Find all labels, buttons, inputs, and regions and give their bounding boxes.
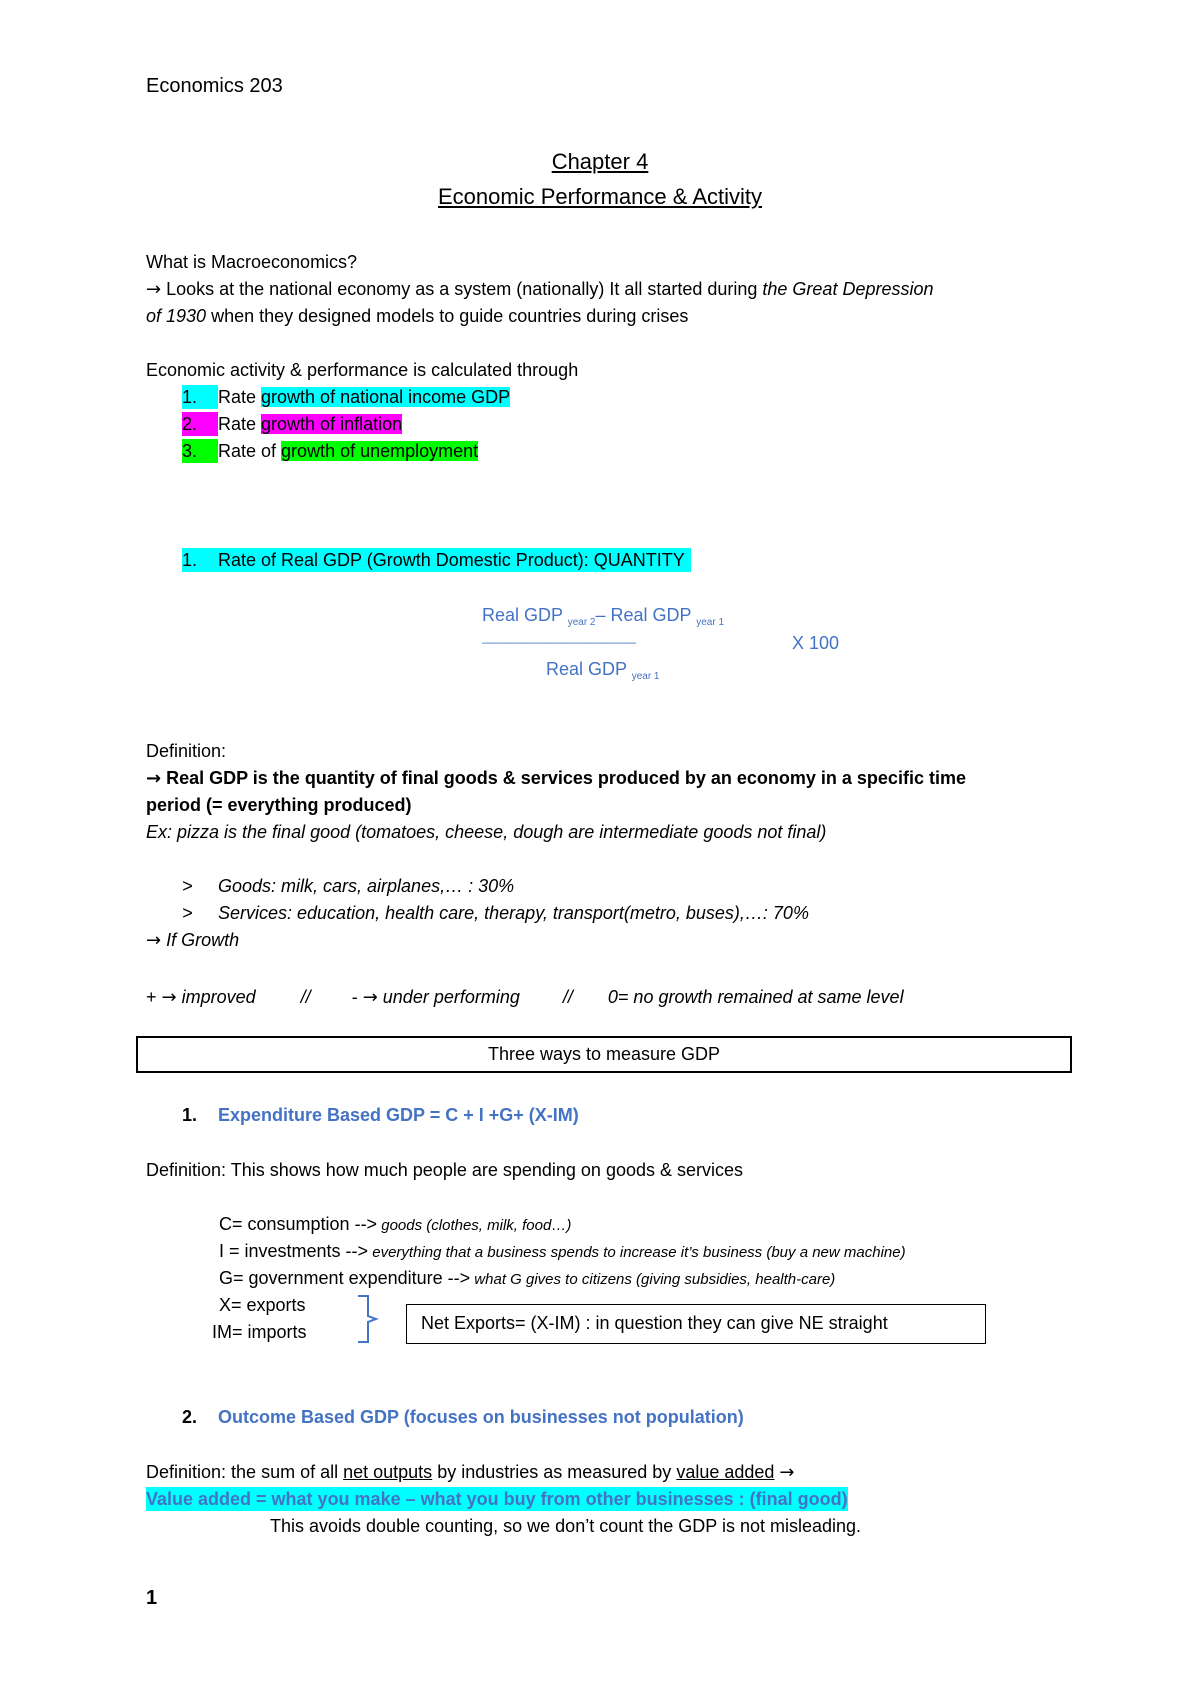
calc-item-2-prefix: Rate (218, 414, 262, 434)
component-im: IM= imports (212, 1322, 307, 1342)
calc-item-1-num: 1. (182, 385, 218, 409)
component-g-label: G= government expenditure --> (219, 1268, 471, 1288)
separator: // (562, 987, 573, 1007)
method1-def-label: Definition: (146, 1160, 227, 1180)
intro-line-2 (146, 304, 688, 328)
net-outputs-text: net outputs (343, 1462, 433, 1482)
method2-heading (182, 1405, 744, 1429)
definition-line-1 (146, 766, 966, 791)
brace-icon (356, 1294, 382, 1344)
formula-num-a: Real GDP (482, 605, 568, 625)
definition-text-1: Real GDP is the quantity of final goods & services produced by an economy in a specific time (161, 768, 966, 788)
method2-heading-text: Outcome Based GDP (focuses on businesses not population) (218, 1407, 744, 1427)
formula-den: Real GDP (546, 659, 632, 679)
bullet-goods (182, 874, 514, 898)
method2-def-b: by industries as measured by (432, 1462, 677, 1482)
course-header: Economics 203 (146, 75, 283, 97)
method2-definition (146, 1460, 795, 1485)
component-i (219, 1239, 906, 1265)
under-performing-text: under performing (377, 987, 520, 1007)
component-g (219, 1266, 835, 1292)
formula-rule: ––––––––––––––––––––––––––– (482, 635, 636, 649)
component-c-label: C= consumption --> (219, 1214, 378, 1234)
double-counting-note: This avoids double counting, so we don’t count the GDP is not misleading. (270, 1516, 862, 1536)
method1-heading-text: Expenditure Based GDP = C + I +G+ (X-IM) (218, 1105, 579, 1125)
formula-minus: – Real GDP (595, 605, 697, 625)
calc-item-3-num: 3. (182, 439, 218, 463)
bullet-marker: > (182, 876, 193, 896)
growth-legend-line (146, 985, 904, 1010)
value-added-formula: Value added = what you make – what you buy from other businesses : (final good) (146, 1489, 848, 1509)
formula-sub-a: year 2 (567, 617, 596, 628)
arrow-right-icon: → (146, 768, 162, 789)
arrow-right-icon: → (161, 987, 177, 1008)
calc-item-1-prefix: Rate (218, 387, 262, 407)
formula-denominator (546, 657, 660, 689)
calc-item-2 (182, 412, 402, 436)
page-number: 1 (146, 1587, 158, 1609)
formula-times: X 100 (792, 633, 840, 653)
method1-def-text: This shows how much people are spending on goods & services (226, 1160, 744, 1180)
bullet-marker: > (182, 903, 193, 923)
component-c-note: goods (clothes, milk, food…) (377, 1217, 572, 1234)
intro-italic-a: the Great Depression (762, 279, 934, 299)
calc-item-2-highlight: growth of inflation (261, 414, 403, 434)
section1-num: 1. (182, 550, 198, 570)
definition-line-2: period (= everything produced) (146, 795, 412, 815)
net-exports-text: Net Exports= (X-IM) : in question they can give NE straight (421, 1313, 888, 1333)
measure-gdp-title: Three ways to measure GDP (487, 1044, 721, 1064)
method2-num: 2. (182, 1407, 198, 1427)
calc-item-2-num: 2. (182, 412, 218, 436)
value-added-text: value added (676, 1462, 775, 1482)
component-g-note: what G gives to citizens (giving subsidies, health-care) (470, 1271, 836, 1288)
component-c (219, 1212, 571, 1238)
calc-item-3 (182, 439, 478, 463)
calc-item-1-highlight: growth of national income GDP (261, 387, 511, 407)
method1-num: 1. (182, 1105, 198, 1125)
intro-italic-b: of 1930 (146, 306, 207, 326)
component-x: X= exports (219, 1295, 306, 1315)
net-exports-box (406, 1304, 986, 1344)
chapter-subtitle-text: Economic Performance & Activity (437, 184, 762, 209)
measure-gdp-box (136, 1036, 1072, 1073)
bullet-services (182, 901, 809, 925)
chapter-subtitle (0, 185, 1200, 209)
method2-def-label: Definition: (146, 1462, 227, 1482)
if-growth-text: If Growth (161, 930, 240, 950)
arrow-right-icon: → (146, 930, 162, 951)
arrow-right-icon: → (362, 987, 378, 1008)
intro-text-b: when they designed models to guide countries during crises (206, 306, 689, 326)
formula-sub-c: year 1 (631, 671, 660, 682)
definition-label: Definition: (146, 741, 227, 761)
formula-sub-b: year 1 (696, 617, 725, 628)
arrow-right-icon: → (146, 279, 162, 300)
separator: // (300, 987, 311, 1007)
component-i-note: everything that a business spends to increase it’s business (buy a new machine) (368, 1244, 906, 1261)
method2-def-a: the sum of all (226, 1462, 344, 1482)
intro-question: What is Macroeconomics? (146, 252, 358, 272)
chapter-title: Chapter 4 (551, 149, 649, 174)
improved-text: improved (176, 987, 256, 1007)
calc-item-3-highlight: growth of unemployment (281, 441, 479, 461)
zero-growth-text: 0= no growth remained at same level (607, 987, 904, 1007)
calc-lead: Economic activity & performance is calculated through (146, 360, 579, 380)
component-i-label: I = investments --> (219, 1241, 369, 1261)
section1-heading (182, 548, 691, 572)
intro-line-1 (146, 277, 934, 302)
section1-heading-text: Rate of Real GDP (Growth Domestic Product): QUANTITY (218, 550, 685, 570)
bullet-services-text: Services: education, health care, therapy, transport(metro, buses),…: 70% (218, 903, 809, 923)
bullet-goods-text: Goods: milk, cars, airplanes,… : 30% (218, 876, 515, 896)
plus-sign: + (146, 987, 162, 1007)
minus-sign: - (351, 987, 363, 1007)
method1-heading (182, 1103, 579, 1127)
method1-definition (146, 1158, 743, 1182)
intro-text-a: Looks at the national economy as a system (nationally) It all started during (161, 279, 763, 299)
if-growth-line (146, 928, 239, 953)
calc-item-3-prefix: Rate of (218, 441, 282, 461)
example-line: Ex: pizza is the final good (tomatoes, cheese, dough are intermediate goods not final) (146, 822, 827, 842)
arrow-right-icon: → (779, 1462, 795, 1483)
calc-item-1 (182, 385, 510, 409)
